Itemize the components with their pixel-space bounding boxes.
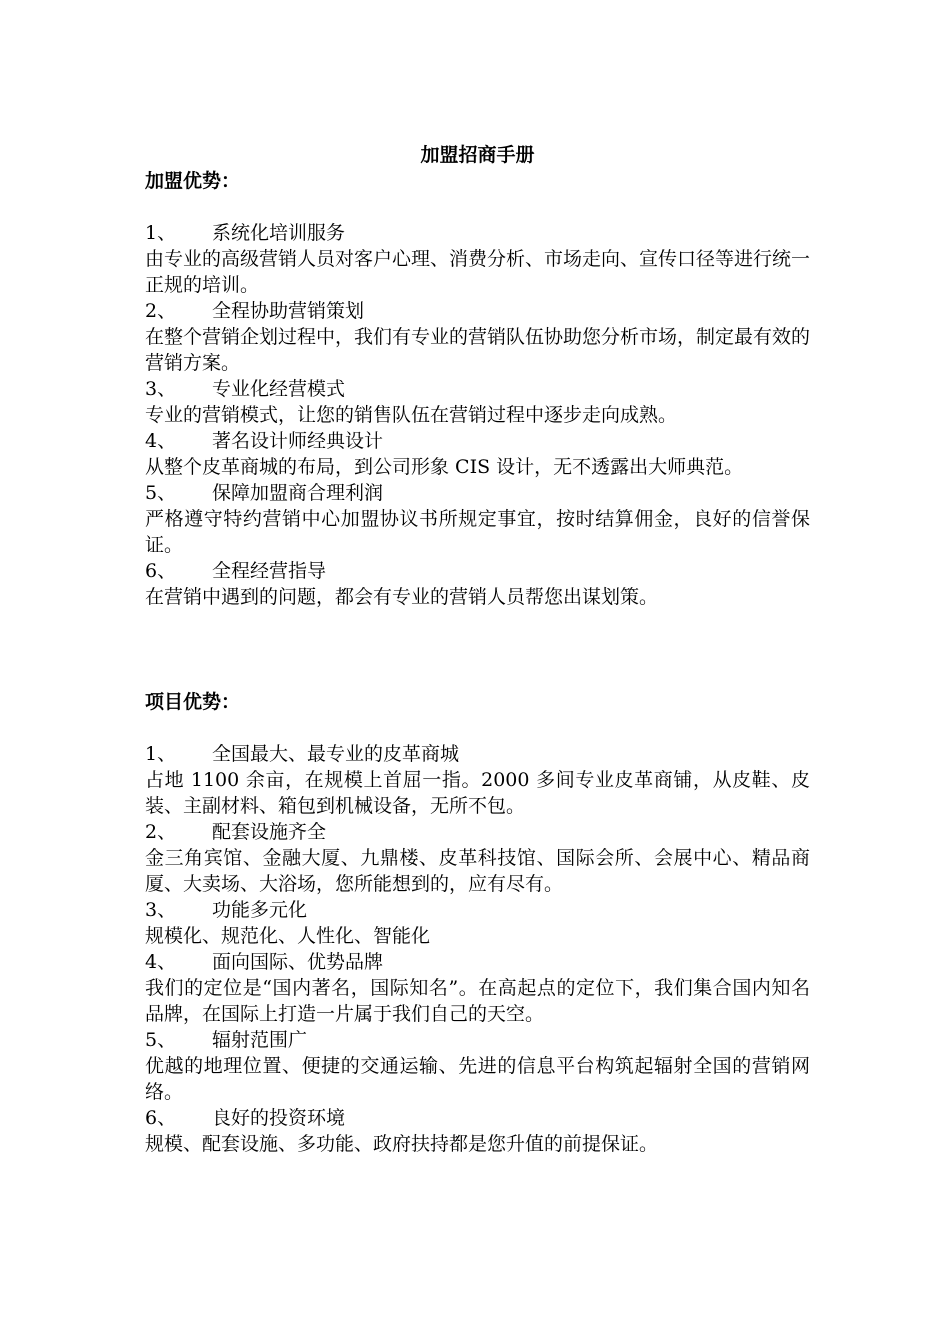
item-body: 我们的定位是“国内著名，国际知名”。在高起点的定位下，我们集合国内知名品牌，在国际上打造一片属于我们自己的天空。 [145,977,810,1025]
item-number: 2、 [145,821,177,843]
document-page [145,142,810,1157]
item-number: 4、 [145,430,177,452]
item-title: 系统化培训服务 [212,222,346,244]
item-title: 全程经营指导 [212,560,327,582]
item-heading [145,819,810,845]
item-number: 5、 [145,1029,177,1051]
item-heading [145,741,810,767]
item-title: 功能多元化 [212,899,308,921]
item-title: 全国最大、最专业的皮革商城 [212,743,460,765]
item-heading [145,558,810,584]
section-heading-franchise: 加盟优势： [145,170,241,192]
item-title: 著名设计师经典设计 [212,430,384,452]
item-number: 1、 [145,743,177,765]
item-number: 6、 [145,1107,177,1129]
item-body: 在营销中遇到的问题，都会有专业的营销人员帮您出谋划策。 [145,586,659,608]
item-body: 金三角宾馆、金融大厦、九鼎楼、皮革科技馆、国际会所、会展中心、精品商厦、大卖场、大浴场，您所能想到的，应有尽有。 [145,847,810,895]
item-body: 优越的地理位置、便捷的交通运输、先进的信息平台构筑起辐射全国的营销网络。 [145,1055,810,1103]
item-body: 由专业的高级营销人员对客户心理、消费分析、市场走向、宣传口径等进行统一正规的培训。 [145,248,811,296]
item-title: 专业化经营模式 [212,378,346,400]
item-body: 在整个营销企划过程中，我们有专业的营销队伍协助您分析市场，制定最有效的营销方案。 [145,326,811,374]
item-heading [145,897,810,923]
section-spacer [145,610,810,689]
item-heading [145,949,810,975]
blank-line [145,715,810,741]
item-title: 配套设施齐全 [212,821,327,843]
item-title: 面向国际、优势品牌 [212,951,384,973]
item-number: 3、 [145,899,177,921]
item-body: 占地 1100 余亩，在规模上首屈一指。2000 多间专业皮革商铺，从皮鞋、皮装、主副材料、箱包到机械设备，无所不包。 [145,769,810,817]
item-heading [145,1027,810,1053]
item-number: 1、 [145,222,177,244]
item-title: 辐射范围广 [212,1029,308,1051]
item-title: 全程协助营销策划 [212,300,365,322]
item-body: 专业的营销模式，让您的销售队伍在营销过程中逐步走向成熟。 [145,404,678,426]
item-number: 3、 [145,378,177,400]
blank-line [145,194,810,220]
document-title: 加盟招商手册 [420,144,535,166]
item-body: 规模、配套设施、多功能、政府扶持都是您升值的前提保证。 [145,1133,659,1155]
item-number: 4、 [145,951,177,973]
item-heading [145,1105,810,1131]
item-heading [145,220,810,246]
item-heading [145,428,810,454]
item-heading [145,480,810,506]
item-body: 从整个皮革商城的布局，到公司形象 CIS 设计，无不透露出大师典范。 [145,456,744,478]
item-heading [145,298,810,324]
item-body: 规模化、规范化、人性化、智能化 [145,925,431,947]
item-heading [145,376,810,402]
item-number: 2、 [145,300,177,322]
item-title: 保障加盟商合理利润 [212,482,384,504]
section-heading-project: 项目优势： [145,691,241,713]
item-title: 良好的投资环境 [212,1107,346,1129]
item-number: 5、 [145,482,177,504]
item-body: 严格遵守特约营销中心加盟协议书所规定事宜，按时结算佣金，良好的信誉保证。 [145,508,810,556]
item-number: 6、 [145,560,177,582]
